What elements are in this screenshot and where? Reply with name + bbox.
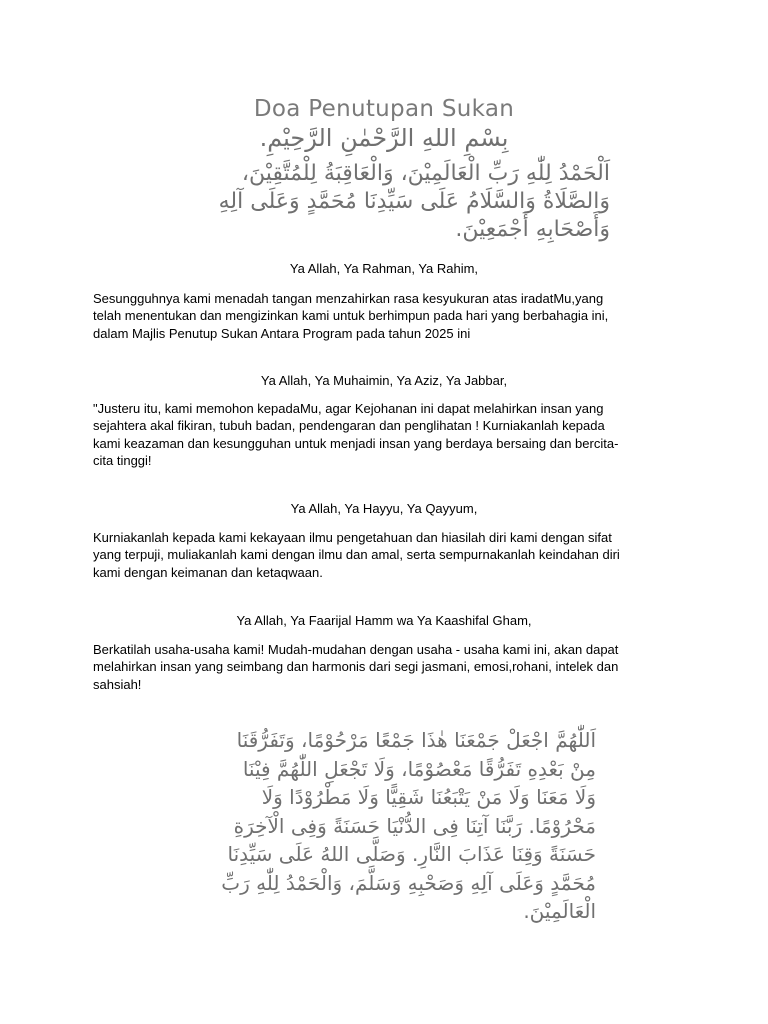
paragraph-line: sejahtera akal fikiran, tubuh badan, pendengaran dan penglihatan ! Kurniakanlah kepada <box>93 418 605 434</box>
paragraph-line: sahsiah! <box>93 676 142 692</box>
arabic-line: وَالصَّلَاةُ وَالسَّلَامُ عَلَى سَيِّدِنَا مُحَمَّدٍ وَعَلَى آلِهِ <box>218 189 610 214</box>
arabic-line: وَأَصْحَابِهِ أَجْمَعِيْنَ. <box>455 217 610 242</box>
paragraph-line: kami keazaman dan kesungguhan untuk menjadi insan yang berdaya bersaing dan bercita- <box>93 435 619 451</box>
opening-arabic-prayer <box>170 160 610 244</box>
paragraph-line: Berkatilah usaha-usaha kami! Mudah-mudahan dengan usaha - usaha kami ini, akan dapat <box>93 642 619 657</box>
paragraph-line: yang terpuji, muliakanlah kami dengan ilmu dan amal, serta sempurnakanlah keindahan diri <box>93 547 620 563</box>
paragraph-line: "Justeru itu, kami memohon kepadaMu, agar Kejohanan ini dapat melahirkan insan yang <box>93 401 604 416</box>
arabic-line: اَللّٰهُمَّ اجْعَلْ جَمْعَنَا هٰذَا جَمْعًا مَرْحُوْمًا، وَتَفَرُّقَنَا <box>236 728 596 752</box>
section-heading-4: Ya Allah, Ya Faarijal Hamm wa Ya Kaashifal Gham, <box>236 613 532 628</box>
paragraph-line: kami dengan keimanan dan ketaqwaan. <box>93 564 323 580</box>
arabic-line: مِنْ بَعْدِهِ تَفَرُّقًا مَعْصُوْمًا، وَلَا تَجْعَلِ اللّٰهُمَّ فِيْنَا <box>242 756 596 781</box>
section-heading-1: Ya Allah, Ya Rahman, Ya Rahim, <box>289 261 479 276</box>
paragraph-line: Kurniakanlah kepada kami kekayaan ilmu pengetahuan dan hiasilah diri kami dengan sifat <box>93 530 612 545</box>
section-paragraph-3 <box>93 529 673 581</box>
arabic-line: مُحَمَّدٍ وَعَلَى آلِهِ وَصَحْبِهِ وَسَلَّمَ، وَالْحَمْدُ لِلّٰهِ رَبِّ <box>221 870 596 895</box>
paragraph-line: melahirkan insan yang seimbang dan harmonis dari segi jasmani, emosi,rohani, intelek dan <box>93 659 619 675</box>
section-paragraph-4 <box>93 641 673 693</box>
closing-arabic-prayer <box>150 726 596 926</box>
section-paragraph-1 <box>93 290 673 342</box>
paragraph-line: cita tinggi! <box>93 453 152 469</box>
document-title: Doa Penutupan Sukan <box>253 96 515 122</box>
section-heading-3: Ya Allah, Ya Hayyu, Ya Qayyum, <box>290 501 478 516</box>
section-heading-2: Ya Allah, Ya Muhaimin, Ya Aziz, Ya Jabbar, <box>260 373 508 388</box>
paragraph-line: dalam Majlis Penutup Sukan Antara Program pada tahun 2025 ini <box>93 325 471 341</box>
arabic-line: مَحْرُوْمًا. رَبَّنَا آتِنَا فِى الدُّنْيَا حَسَنَةً وَفِى الْآخِرَةِ <box>233 813 596 838</box>
arabic-line: الْعَالَمِيْنَ. <box>523 899 596 923</box>
section-paragraph-2 <box>93 400 673 470</box>
arabic-line: وَلَا مَعَنَا وَلَا مَنْ يَتْبَعُنَا شَقِيًّا وَلَا مَطْرُوْدًا وَلَا <box>261 785 596 809</box>
paragraph-line: Sesungguhnya kami menadah tangan menzahirkan rasa kesyukuran atas iradatMu,yang <box>93 291 604 306</box>
paragraph-line: telah menentukan dan mengizinkan kami untuk berhimpun pada hari yang berbahagia ini, <box>93 308 609 324</box>
arabic-line: حَسَنَةً وَقِنَا عَذَابَ النَّارِ. وَصَلَّى اللهُ عَلَى سَيِّدِنَا <box>227 842 596 866</box>
arabic-line: اَلْحَمْدُ لِلّٰهِ رَبِّ الْعَالَمِيْنَ، وَالْعَاقِبَةُ لِلْمُتَّقِيْنَ، <box>241 161 610 186</box>
bismillah-arabic: بِسْمِ اللهِ الرَّحْمٰنِ الرَّحِيْمِ. <box>259 124 509 152</box>
